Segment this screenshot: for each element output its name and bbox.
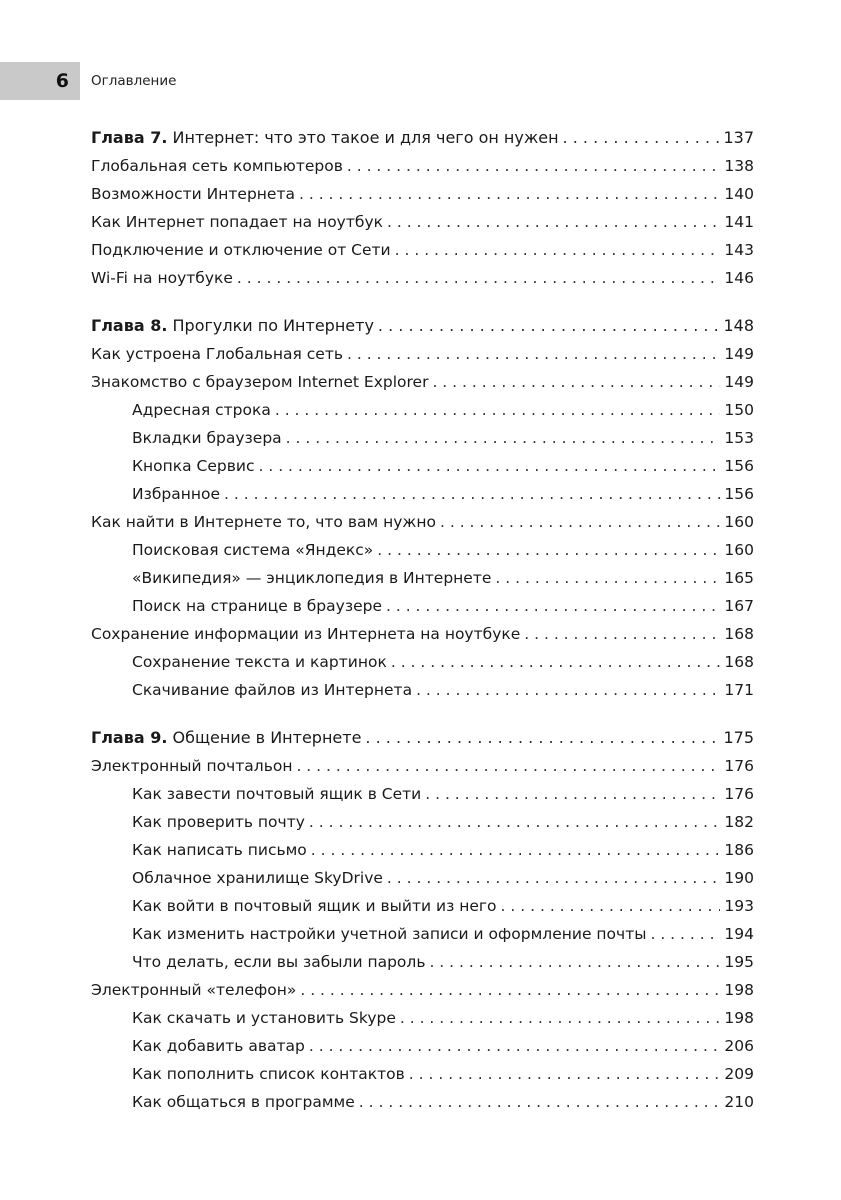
toc-page-number: 186: [724, 841, 754, 859]
dot-leader: [224, 480, 720, 508]
chapter-label: Глава 9.: [91, 728, 168, 747]
toc-subsection-entry: [91, 1088, 754, 1116]
running-header-title: Оглавление: [91, 73, 177, 89]
dot-leader: [391, 648, 721, 676]
toc-entry-title: Как изменить настройки учетной записи и оформление почты: [132, 925, 647, 943]
toc-page-number: 168: [724, 625, 754, 643]
chapter-label: Глава 7.: [91, 128, 168, 147]
toc-subsection-entry: [91, 892, 754, 920]
toc-subsection-entry: [91, 920, 754, 948]
dot-leader: [258, 452, 720, 480]
toc-entry-title: [91, 312, 374, 340]
toc-page-number: 206: [724, 1037, 754, 1055]
toc-page-number: 198: [724, 1009, 754, 1027]
toc-section-entry: [91, 508, 754, 536]
toc-section-entry: [91, 620, 754, 648]
toc-page-number: 138: [724, 157, 754, 175]
dot-leader: [296, 752, 720, 780]
toc-subsection-entry: [91, 836, 754, 864]
toc-entry-title: «Википедия» — энциклопедия в Интернете: [132, 569, 492, 587]
dot-leader: [429, 948, 720, 976]
toc-entry-title: Сохранение текста и картинок: [132, 653, 387, 671]
toc-entry-title: Wi-Fi на ноутбуке: [91, 269, 233, 287]
toc-entry-title: Возможности Интернета: [91, 185, 295, 203]
toc-page-number: 143: [724, 241, 754, 259]
toc-entry-title: Как общаться в программе: [132, 1093, 355, 1111]
toc-page-number: 171: [724, 681, 754, 699]
toc-page-number: 160: [724, 541, 754, 559]
toc-section-entry: [91, 180, 754, 208]
toc-entry-title: Что делать, если вы забыли пароль: [132, 953, 426, 971]
dot-leader: [378, 312, 720, 340]
dot-leader: [237, 264, 720, 292]
dot-leader: [286, 424, 721, 452]
running-header: [0, 62, 841, 100]
toc-subsection-entry: [91, 592, 754, 620]
toc-page-number: 209: [724, 1065, 754, 1083]
toc-chapter-entry: [91, 124, 754, 152]
toc-entry-title: Как написать письмо: [132, 841, 307, 859]
dot-leader: [386, 592, 720, 620]
toc-entry-title: Как пополнить список контактов: [132, 1065, 405, 1083]
toc-section-entry: [91, 368, 754, 396]
toc-subsection-entry: [91, 480, 754, 508]
dot-leader: [395, 236, 721, 264]
toc-section-entry: [91, 752, 754, 780]
dot-leader: [299, 180, 720, 208]
dot-leader: [409, 1060, 721, 1088]
toc-page-number: 198: [724, 981, 754, 999]
toc-section-entry: [91, 976, 754, 1004]
dot-leader: [501, 892, 721, 920]
toc-section-entry: [91, 208, 754, 236]
toc-page-number: 182: [724, 813, 754, 831]
toc-entry-title: Как проверить почту: [132, 813, 305, 831]
toc-entry-title: Как войти в почтовый ящик и выйти из него: [132, 897, 497, 915]
dot-leader: [440, 508, 720, 536]
dot-leader: [311, 836, 721, 864]
toc-entry-title: [91, 124, 559, 152]
toc-page-number: 156: [724, 485, 754, 503]
dot-leader: [387, 864, 720, 892]
toc-entry-title: Электронный «телефон»: [91, 981, 297, 999]
toc-page-number: 148: [723, 316, 754, 335]
toc-subsection-entry: [91, 676, 754, 704]
toc-page-number: 167: [724, 597, 754, 615]
toc-subsection-entry: [91, 808, 754, 836]
toc-chapter-entry: [91, 312, 754, 340]
toc-entry-title: Подключение и отключение от Сети: [91, 241, 391, 259]
toc-entry-title: Скачивание файлов из Интернета: [132, 681, 413, 699]
dot-leader: [524, 620, 720, 648]
toc-entry-title: Вкладки браузера: [132, 429, 282, 447]
toc-entry-title: Адресная строка: [132, 401, 271, 419]
toc-section-entry: [91, 340, 754, 368]
dot-leader: [365, 724, 719, 752]
dot-leader: [416, 676, 720, 704]
toc-entry-title: Как Интернет попадает на ноутбук: [91, 213, 383, 231]
toc-page-number: 168: [724, 653, 754, 671]
dot-leader: [309, 1032, 721, 1060]
page-number: 6: [0, 62, 80, 100]
toc-page-number: 140: [724, 185, 754, 203]
toc-chapter-entry: [91, 724, 754, 752]
dot-leader: [300, 976, 720, 1004]
toc-entry-title: Как добавить аватар: [132, 1037, 305, 1055]
toc-entry-title: Знакомство с браузером Internet Explorer: [91, 373, 429, 391]
toc-entry-title: Электронный почтальон: [91, 757, 293, 775]
toc-entry-title: [91, 724, 361, 752]
dot-leader: [425, 780, 720, 808]
toc-subsection-entry: [91, 948, 754, 976]
toc-page-number: 137: [723, 128, 754, 147]
toc-page-number: 149: [724, 345, 754, 363]
dot-leader: [377, 536, 720, 564]
dot-leader: [275, 396, 721, 424]
toc-page-number: 160: [724, 513, 754, 531]
dot-leader: [650, 920, 720, 948]
toc-entry-title: Сохранение информации из Интернета на ноутбуке: [91, 625, 521, 643]
toc-subsection-entry: [91, 864, 754, 892]
dot-leader: [495, 564, 720, 592]
toc-entry-title: Облачное хранилище SkyDrive: [132, 869, 383, 887]
toc-page-number: 153: [724, 429, 754, 447]
toc-page-number: 165: [724, 569, 754, 587]
dot-leader: [563, 124, 720, 152]
dot-leader: [432, 368, 720, 396]
toc-page-number: 210: [724, 1093, 754, 1111]
toc-page-number: 146: [724, 269, 754, 287]
toc-entry-title: Как завести почтовый ящик в Сети: [132, 785, 422, 803]
table-of-contents: [91, 124, 754, 1116]
toc-subsection-entry: [91, 1004, 754, 1032]
toc-page-number: 176: [724, 785, 754, 803]
dot-leader: [309, 808, 721, 836]
chapter-title: Прогулки по Интернету: [172, 316, 374, 335]
toc-subsection-entry: [91, 1060, 754, 1088]
toc-entry-title: Как найти в Интернете то, что вам нужно: [91, 513, 436, 531]
toc-page-number: 193: [724, 897, 754, 915]
dot-leader: [347, 340, 720, 368]
toc-section-entry: [91, 152, 754, 180]
chapter-title: Интернет: что это такое и для чего он нужен: [172, 128, 559, 147]
toc-entry-title: Как устроена Глобальная сеть: [91, 345, 343, 363]
toc-page-number: 176: [724, 757, 754, 775]
toc-entry-title: Избранное: [132, 485, 221, 503]
toc-subsection-entry: [91, 564, 754, 592]
toc-entry-title: Кнопка Сервис: [132, 457, 255, 475]
toc-entry-title: Поисковая система «Яндекс»: [132, 541, 374, 559]
dot-leader: [359, 1088, 721, 1116]
toc-page-number: 149: [724, 373, 754, 391]
toc-subsection-entry: [91, 396, 754, 424]
chapter-title: Общение в Интернете: [172, 728, 362, 747]
dot-leader: [387, 208, 720, 236]
chapter-label: Глава 8.: [91, 316, 168, 335]
toc-entry-title: Как скачать и установить Skype: [132, 1009, 396, 1027]
toc-subsection-entry: [91, 424, 754, 452]
toc-page-number: 195: [724, 953, 754, 971]
toc-page-number: 141: [724, 213, 754, 231]
toc-page-number: 150: [724, 401, 754, 419]
toc-page-number: 175: [723, 728, 754, 747]
toc-entry-title: Поиск на странице в браузере: [132, 597, 382, 615]
toc-subsection-entry: [91, 452, 754, 480]
toc-entry-title: Глобальная сеть компьютеров: [91, 157, 343, 175]
toc-subsection-entry: [91, 780, 754, 808]
toc-section-entry: [91, 236, 754, 264]
toc-subsection-entry: [91, 648, 754, 676]
toc-page-number: 190: [724, 869, 754, 887]
toc-page-number: 194: [724, 925, 754, 943]
toc-page-number: 156: [724, 457, 754, 475]
toc-section-entry: [91, 264, 754, 292]
dot-leader: [400, 1004, 721, 1032]
toc-subsection-entry: [91, 536, 754, 564]
dot-leader: [347, 152, 721, 180]
toc-subsection-entry: [91, 1032, 754, 1060]
